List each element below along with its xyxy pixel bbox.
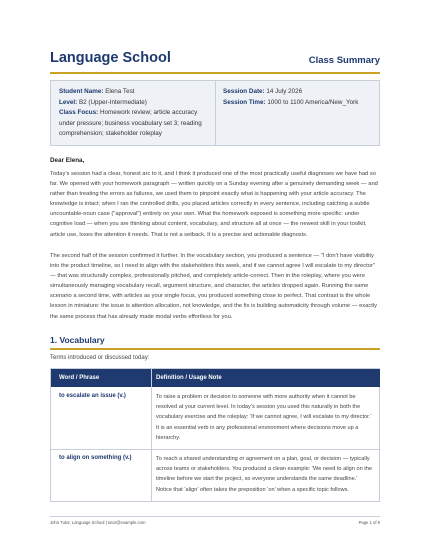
vocab-definition: To raise a problem or decision to someone with more authority when it cannot be resolved at your current level. In today’s session you used this naturally in both the vocabulary exercise and the roleplay: ‘If we cannot agree, I will escalate to my director.’ It is an essential verb in any professional environment where decisions move up a hierarchy. <box>156 394 372 441</box>
vocabulary-table <box>50 368 380 502</box>
table-row <box>51 387 379 450</box>
info-divider <box>215 81 216 145</box>
session-time-label: Session Time: <box>223 98 266 106</box>
vocabulary-intro: Terms introduced or discussed today: <box>50 355 150 361</box>
session-info-column <box>223 87 375 108</box>
session-time-value: 1000 to 1100 America/New_York <box>267 98 359 106</box>
level-value: B2 (Upper-Intermediate) <box>78 98 147 106</box>
document-type: Class Summary <box>308 55 380 66</box>
vocab-definition: To reach a shared understanding or agreement on a plan, goal, or decision — typically across teams or stakeholders. You produced a clean example: ‘We need to align on the timeline before we start the project, so everyone understands the same deadline.’ Notice that ‘align’ often takes the preposition ‘on’ when a specific topic follows. <box>156 456 373 493</box>
column-header-definition: Definition / Usage Note <box>151 369 380 387</box>
vocab-term: to align on something (v.) <box>59 455 132 461</box>
school-name: Language School <box>50 50 171 66</box>
footer-rule <box>50 516 380 517</box>
student-info-column <box>59 87 209 140</box>
vocab-term: to escalate an issue (v.) <box>59 393 126 399</box>
table-row <box>51 449 379 501</box>
section-rule <box>50 348 380 350</box>
session-date-value: 14 July 2026 <box>266 88 303 95</box>
session-info-box <box>50 80 380 146</box>
letter-paragraph-2: The second half of the session confirmed it further. In the vocabulary section, you produced a sentence — "I don’t have visibility into the product timeline, so I need to align with the stakeholders this week, and if we cannot agree I will escalate to my director" — that was structurally complex, professionally pitched, and completely article-correct. Then in the roleplay, where you were simultaneously managing vocabulary recall, argument structure, and character, the articles dropped again. Running the same scenario a second time, with articles as your single focus, you produced something close to perfect. That contrast is the whole lesson in miniature: the issue is attention allocation, not knowledge, and the fix is building automaticity through volume — exactly the same process that has already made modal verbs effortless for you. <box>50 253 377 320</box>
session-date-label: Session Date: <box>223 88 265 95</box>
footer-contact: John Tutor, Language School | tutor@example.com <box>50 520 146 525</box>
footer-page-number: Page 1 of 8 <box>358 520 380 525</box>
class-focus-label: Class Focus: <box>59 109 99 117</box>
class-focus-value: Homework review; article accuracy under pressure; business vocabulary set 3; reading comprehension; stakeholder roleplay <box>59 109 202 138</box>
student-name-value: Elena Test <box>105 88 135 95</box>
student-name-label: Student Name: <box>59 88 104 95</box>
level-label: Level: <box>59 98 78 106</box>
column-header-word: Word / Phrase <box>51 369 151 387</box>
letter-greeting: Dear Elena, <box>50 157 85 164</box>
page-header <box>50 50 380 74</box>
header-rule <box>50 72 380 74</box>
vocabulary-section-title: 1. Vocabulary <box>50 335 105 345</box>
letter-paragraph-1: Today’s session had a clear, honest arc to it, and I think it produced one of the most practically useful diagnoses we have had so far. We opened with your homework paragraph — written quickly on a Sunday evening after a genuinely demanding week — and rather than treating the errors as failures, we used them to pinpoint exactly what is happening with your article accuracy. The knowledge is intact; when I ran the controlled drills, you placed articles correctly in every sentence, including catching a subtle uncountable-noun case ("approval") entirely on your own. What the homework exposed is something more specific: under cognitive load — when you are thinking about content, vocabulary, and structure all at once — the newest skill in your toolkit, article use, loses the attention it needs. That is not a setback. It is a precise and actionable diagnosis. <box>50 171 378 238</box>
